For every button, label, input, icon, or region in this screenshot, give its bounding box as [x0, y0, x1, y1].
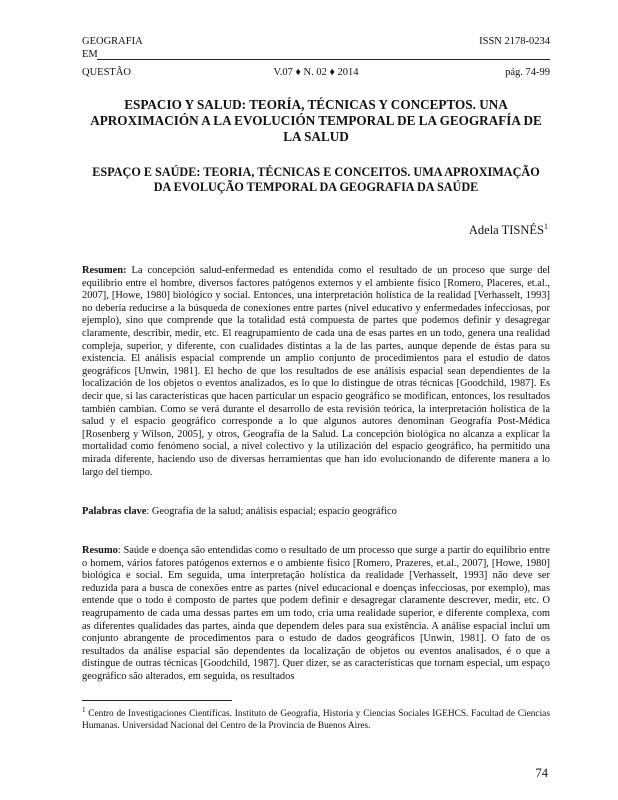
author: [469, 222, 548, 238]
keywords-label: Palabras clave: [82, 506, 147, 517]
page-number: 74: [535, 766, 548, 780]
volume-issue: V.07 ♦ N. 02 ♦ 2014: [273, 67, 359, 78]
abstract-spanish: [82, 265, 550, 479]
footnote: [82, 705, 550, 732]
journal-name-line2: EM: [82, 49, 98, 60]
issn: ISSN 2178-0234: [479, 36, 550, 47]
paper-title: ESPACIO Y SALUD: TEORÍA, TÉCNICAS Y CONCEPTOS. UNA APROXIMACIÓN A LA EVOLUCIÓN TEMPORAL DE LA GEOGRAFÍA DE LA SALUD: [90, 97, 542, 144]
abstract-portuguese-text: : Saúde e doença são entendidas como o resultado de um processo que surge a partir do equilíbrio entre o homem, vários fatores patógenos externos e o ambiente físico [Romero, Prazeres, et.al., 2007], [Howe, 1980] biológica e social. Em seguida, uma interpretação holística da realidade [Verhasselt, 1993] não deve ser reduzida para a busca de conexões entre as partes (nível educacional e doenças infecciosas, por exemplo), mas entende que o todo é composto de partes que podem definir e desagregar claramente descrever, medir, etc. O reagrupamento de cada uma dessas partes em um todo, cria uma realidade superior, e diferente complexa, com as diferentes qualidades das partes, ainda que dependem deles para sua existência. A análise espacial inclui um conjunto abrangente de procedimentos para o estudo de dados geográficos [Unwin, 1981]. O fato de os resultados da análise espacial são dependentes da localização de objetos ou eventos analisados, é o que a distingue de outras técnicas [Goodchild, 1987]. Quer dizer, se as características que tornam especial, um espaço geográfico são alterados, em seguida, os resultados: [82, 545, 550, 682]
journal-name-line1: GEOGRAFIA: [82, 36, 143, 47]
footnote-separator: [82, 700, 232, 701]
keywords-spanish: [82, 506, 550, 519]
abstract-spanish-label: Resumen:: [82, 265, 127, 276]
footnote-mark: 1: [82, 706, 86, 714]
paper-subtitle: ESPAÇO E SAÚDE: TEORIA, TÉCNICAS E CONCEITOS. UMA APROXIMAÇÃO DA EVOLUÇÃO TEMPORAL DA GEOGRAFIA DA SAÚDE: [92, 165, 540, 194]
keywords-text: : Geografía de la salud; análisis espacial; espacio geográfico: [146, 506, 397, 517]
abstract-portuguese-label: Resumo: [82, 545, 118, 556]
page-range: pág. 74-99: [505, 67, 550, 78]
abstract-spanish-text: La concepción salud-enfermedad es entendida como el resultado de un proceso que surge del equilibrio entre el hombre, diversos factores patógenos externos y el ambiente físico [Romero, Placeres, et.al., 2007], [Howe, 1980] biológico y social. Entonces, una interpretación holística de la realidad [Verhasselt, 1993] no debería reducirse a la búsqueda de conexiones entre partes (nivel educativo y enfermedades infecciosas, por ejemplo), sino que comprende que la totalidad está compuesta de partes que podemos definir y desagregar claramente, describir, medir, etc. El reagrupamiento de cada una de esas partes en un todo, genera una realidad compleja, superior, y diferente, con cualidades distintas a la de las partes, aunque depende de éstas para su existencia. El análisis espacial comprende un amplio conjunto de procedimientos para el estudio de datos geográficos [Unwin, 1981]. El hecho de que los resultados de ese análisis espacial sean dependientes de la localización de los objetos o eventos analizados, es lo que lo distingue de otras técnicas [Goodchild, 1987]. Es decir que, si las características que hacen particular un espacio geográfico se modifican, entonces, los resultados también cambian. Como se verá durante el desarrollo de esta revisión teórica, la interpretación holística de la salud y el espacio geográfico corresponde a lo que algunos autores denominan Geografía Post-Médica [Rosenberg y Wilson, 2005], y otros, Geografía de la Salud. La concepción biológica no alcanza a explicar la mortalidad como fenómeno social, a nivel colectivo y la utilización del espacio geográfico, ha permitido una mirada diferente, haciendo uso de diversas herramientas que han ido evolucionando de diferente manera a lo largo del tiempo.: [82, 265, 550, 478]
journal-name-line3: QUESTÃO: [82, 67, 131, 78]
author-footnote-mark: 1: [544, 222, 548, 231]
header-rule: [97, 59, 550, 60]
abstract-portuguese: [82, 545, 550, 684]
footnote-text: Centro de Investigaciones Científicas. Instituto de Geografía, Historia y Ciencias Sociales IGEHCS. Facultad de Ciencias Humanas. Universidad Nacional del Centro de la Provincia de Buenos Aires.: [82, 709, 550, 731]
author-name: Adela TISNÉS: [468, 223, 544, 238]
